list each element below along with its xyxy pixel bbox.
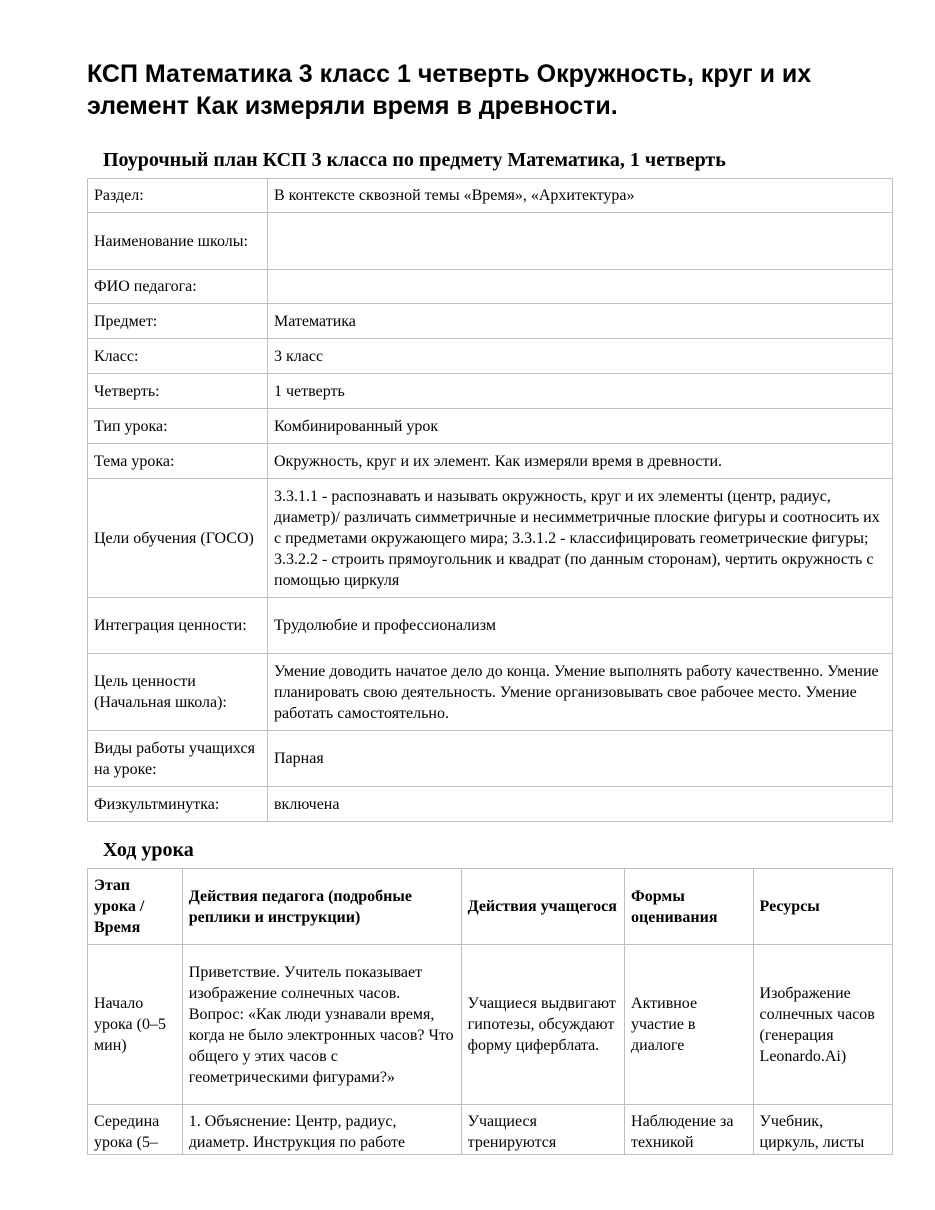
info-row	[88, 598, 893, 654]
plan-heading: Поурочный план КСП 3 класса по предмету Математика, 1 четверть	[103, 149, 726, 171]
info-value: 1 четверть	[268, 374, 893, 409]
info-value: В контексте сквозной темы «Время», «Архитектура»	[268, 179, 893, 213]
document-page	[87, 0, 893, 1155]
header-resources: Ресурсы	[753, 869, 892, 945]
lesson-resources: Учебник, циркуль, листы	[759, 1113, 865, 1151]
lesson-heading: Ход урока	[103, 839, 194, 861]
info-value: 3.3.1.1 - распознавать и называть окружность, круг и их элементы (центр, радиус, диаметр)/ различать симметричные и несимметричные плоские фигуры и соотносить их с предметами окружающего мира; 3.3.1.2 - классифицировать геометрические фигуры; 3.3.2.2 - строить прямоугольник и квадрат (по данным сторонам), чертить окружность с помощью циркуля	[268, 479, 893, 598]
lesson-row	[88, 1105, 893, 1155]
info-value: Окружность, круг и их элемент. Как измеряли время в древности.	[268, 444, 893, 479]
lesson-student-cell	[461, 1105, 624, 1155]
info-label: Тема урока:	[88, 444, 268, 479]
lesson-teacher-cell	[182, 1105, 461, 1155]
info-row	[88, 731, 893, 787]
info-label: Предмет:	[88, 304, 268, 339]
header-stage: Этап урока / Время	[88, 869, 183, 945]
info-label: Тип урока:	[88, 409, 268, 444]
info-label: Интеграция ценности:	[88, 598, 268, 654]
info-row	[88, 444, 893, 479]
info-label: Раздел:	[88, 179, 268, 213]
lesson-stage-cell	[88, 1105, 183, 1155]
lesson-assessment-cell	[625, 1105, 754, 1155]
lesson-table	[87, 868, 893, 1155]
info-label: Физкультминутка:	[88, 787, 268, 822]
lesson-teacher-actions: 1. Объяснение: Центр, радиус, диаметр. Инструкция по работе	[188, 1113, 406, 1151]
info-row	[88, 479, 893, 598]
document-title: КСП Математика 3 класс 1 четверть Окружность, круг и их элемент Как измеряли время в древности.	[87, 60, 812, 120]
lesson-resources: Изображение солнечных часов (генерация Leonardo.Ai)	[753, 945, 892, 1105]
lesson-student-actions: Учащиеся тренируются	[467, 1113, 557, 1151]
info-value	[268, 270, 893, 304]
info-label: Четверть:	[88, 374, 268, 409]
info-row	[88, 787, 893, 822]
info-value: 3 класс	[268, 339, 893, 374]
info-row	[88, 213, 893, 270]
lesson-teacher-actions: Приветствие. Учитель показывает изображение солнечных часов. Вопрос: «Как люди узнавали время, когда не было электронных часов? Что общего у этих часов с геометрическими фигурами?»	[182, 945, 461, 1105]
info-label: ФИО педагога:	[88, 270, 268, 304]
info-row	[88, 374, 893, 409]
info-label: Класс:	[88, 339, 268, 374]
info-value: Трудолюбие и профессионализм	[268, 598, 893, 654]
header-teacher: Действия педагога (подробные реплики и инструкции)	[182, 869, 461, 945]
info-value: Математика	[268, 304, 893, 339]
info-value: Парная	[268, 731, 893, 787]
lesson-header-row	[88, 869, 893, 945]
info-row	[88, 409, 893, 444]
info-value: Умение доводить начатое дело до конца. Умение выполнять работу качественно. Умение планировать свою деятельность. Умение организовывать свое рабочее место. Умение работать самостоятельно.	[268, 654, 893, 731]
lesson-student-actions: Учащиеся выдвигают гипотезы, обсуждают форму циферблата.	[461, 945, 624, 1105]
info-label: Виды работы учащихся на уроке:	[88, 731, 268, 787]
lesson-stage: Начало урока (0–5 мин)	[88, 945, 183, 1105]
info-value: Комбинированный урок	[268, 409, 893, 444]
info-row	[88, 304, 893, 339]
info-row	[88, 339, 893, 374]
info-label: Наименование школы:	[88, 213, 268, 270]
info-label: Цели обучения (ГОСО)	[88, 479, 268, 598]
info-row	[88, 179, 893, 213]
info-table	[87, 178, 893, 822]
lesson-assessment: Активное участие в диалоге	[625, 945, 754, 1105]
info-row	[88, 270, 893, 304]
lesson-stage: Середина урока (5–	[94, 1113, 160, 1151]
info-value: включена	[268, 787, 893, 822]
lesson-row	[88, 945, 893, 1105]
header-student: Действия учащегося	[461, 869, 624, 945]
lesson-resources-cell	[753, 1105, 892, 1155]
info-value	[268, 213, 893, 270]
lesson-assessment: Наблюдение за техникой	[631, 1113, 734, 1151]
info-label: Цель ценности (Начальная школа):	[88, 654, 268, 731]
info-row	[88, 654, 893, 731]
header-assessment: Формы оценивания	[625, 869, 754, 945]
